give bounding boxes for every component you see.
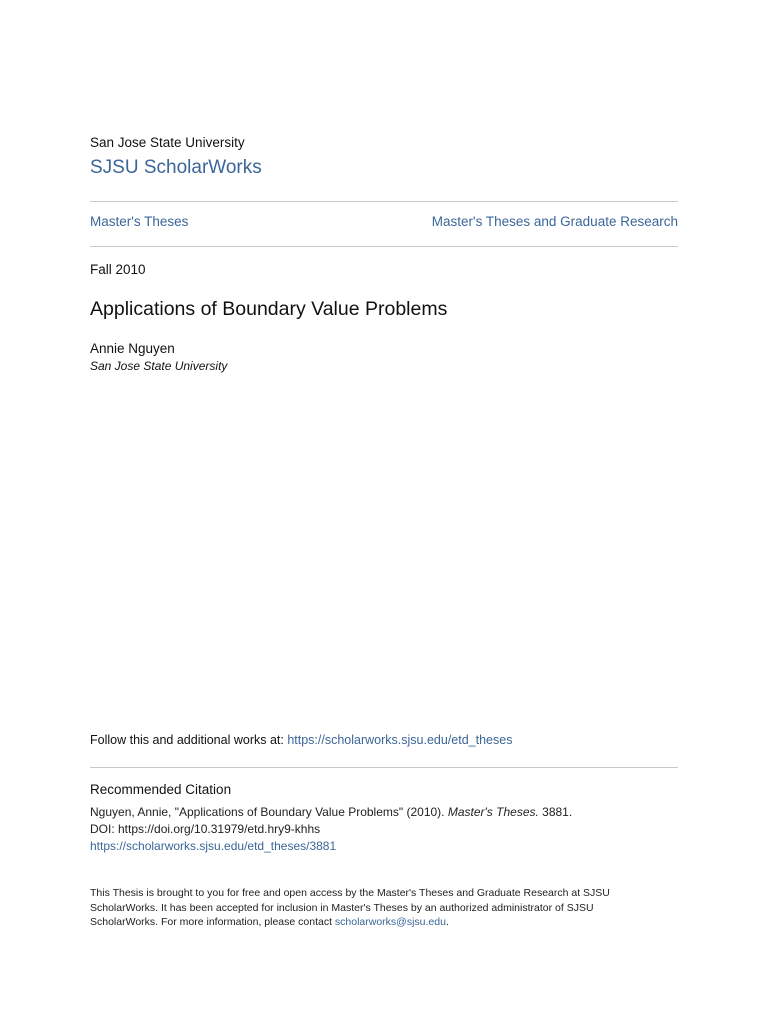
citation-text: Nguyen, Annie, "Applications of Boundary Value Problems" (2010). xyxy=(90,805,448,819)
contact-email-link[interactable]: scholarworks@sjsu.edu xyxy=(334,916,446,928)
citation-doi: DOI: https://doi.org/10.31979/etd.hry9-khhs xyxy=(90,822,321,836)
citation-line xyxy=(90,804,678,821)
top-divider xyxy=(90,201,678,202)
follow-line xyxy=(90,733,678,747)
access-statement xyxy=(90,886,650,930)
graduate-research-link[interactable]: Master's Theses and Graduate Research xyxy=(431,214,678,229)
author-name: Annie Nguyen xyxy=(90,341,175,356)
publication-date: Fall 2010 xyxy=(90,262,146,277)
follow-text: Follow this and additional works at: xyxy=(90,733,288,747)
collection-nav xyxy=(90,214,678,229)
access-statement-end: . xyxy=(445,916,449,928)
citation-number: 3881. xyxy=(538,805,573,819)
citation-url-link[interactable]: https://scholarworks.sjsu.edu/etd_theses/3881 xyxy=(90,839,337,853)
citation-block xyxy=(90,804,678,855)
author-affiliation: San Jose State University xyxy=(90,359,228,373)
citation-divider xyxy=(90,767,678,768)
follow-url-link[interactable]: https://scholarworks.sjsu.edu/etd_theses xyxy=(287,733,513,747)
access-statement-text: This Thesis is brought to you for free and open access by the Master's Theses and Graduate Research at SJSU ScholarWorks. It has been accepted for inclusion in Master's Theses by an authorized administrator of SJSU ScholarWorks. For more information, please contact xyxy=(90,887,610,928)
citation-heading: Recommended Citation xyxy=(90,782,232,797)
nav-divider xyxy=(90,246,678,247)
citation-series: Master's Theses. xyxy=(447,805,539,819)
institution-name: San Jose State University xyxy=(90,135,245,150)
repository-link[interactable]: SJSU ScholarWorks xyxy=(90,157,262,178)
masters-theses-link[interactable]: Master's Theses xyxy=(90,214,189,229)
document-title: Applications of Boundary Value Problems xyxy=(90,298,448,320)
